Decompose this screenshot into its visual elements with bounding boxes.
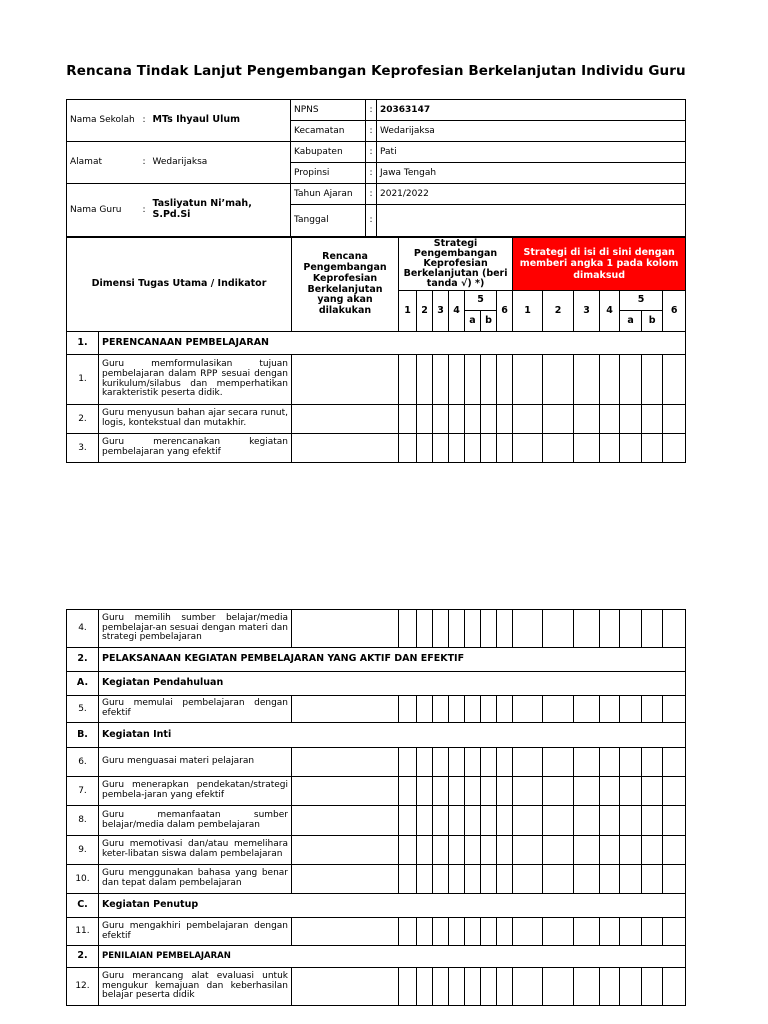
- table-row: [67, 434, 686, 463]
- subsection-title: Kegiatan Pendahuluan: [99, 672, 686, 696]
- table-row: [67, 748, 686, 777]
- subsection-letter: C.: [67, 894, 99, 918]
- col-2: 2: [417, 291, 433, 332]
- row-number: 3.: [67, 434, 99, 463]
- propinsi-value: Jawa Tengah: [377, 163, 686, 184]
- subsection-title: Kegiatan Inti: [99, 723, 686, 748]
- col-2: 2: [543, 291, 574, 332]
- separator: :: [139, 184, 150, 237]
- header-instruction-note: Strategi di isi di sini dengan memberi angka 1 pada kolom dimaksud: [513, 238, 686, 291]
- separator: :: [366, 100, 377, 121]
- teacher-name-value: Tasliyatun Ni’mah, S.Pd.Si: [150, 184, 291, 237]
- plan-cell[interactable]: [292, 748, 399, 777]
- table-row: [67, 610, 686, 648]
- plan-cell[interactable]: [292, 405, 399, 434]
- subsection-title: Kegiatan Penutup: [99, 894, 686, 918]
- table-row: [67, 836, 686, 865]
- kecamatan-value: Wedarijaksa: [377, 121, 686, 142]
- section-title: PERENCANAAN PEMBELAJARAN: [99, 332, 686, 355]
- plan-cell[interactable]: [292, 434, 399, 463]
- col-5b: b: [642, 311, 663, 332]
- col-1: 1: [399, 291, 417, 332]
- plan-cell[interactable]: [292, 696, 399, 723]
- table-row: [67, 405, 686, 434]
- section-number: 2.: [67, 946, 99, 968]
- section-title: PENILAIAN PEMBELAJARAN: [99, 946, 686, 968]
- indicator-text: Guru mengakhiri pembelajaran dengan efektif: [99, 918, 292, 946]
- address-value: Wedarijaksa: [150, 142, 291, 184]
- header-strategi: Strategi Pengembangan Keprofesian Berkelanjutan (beri tanda √) *): [399, 238, 513, 291]
- plan-cell[interactable]: [292, 777, 399, 806]
- row-number: 4.: [67, 610, 99, 648]
- indicator-text: Guru memotivasi dan/atau memelihara keter-libatan siswa dalam pembelajaran: [99, 836, 292, 865]
- indicator-text: Guru memformulasikan tujuan pembelajaran dalam RPP sesuai dengan kurikulum/silabus dan memperhatikan karakteristik peserta didik.: [99, 355, 292, 405]
- separator: :: [366, 205, 377, 237]
- teacher-name-label: Nama Guru: [67, 184, 139, 237]
- row-number: 6.: [67, 748, 99, 777]
- indicator-text: Guru menguasai materi pelajaran: [99, 748, 292, 777]
- row-number: 9.: [67, 836, 99, 865]
- col-3: 3: [574, 291, 600, 332]
- col-5a: a: [620, 311, 642, 332]
- npns-value: 20363147: [377, 100, 686, 121]
- col-5b: b: [481, 311, 497, 332]
- row-number: 5.: [67, 696, 99, 723]
- header-rencana: Rencana Pengembangan Keprofesian Berkelanjutan yang akan dilakukan: [292, 238, 399, 332]
- section-number: 2.: [67, 648, 99, 672]
- subsection-letter: A.: [67, 672, 99, 696]
- header-dimensi: Dimensi Tugas Utama / Indikator: [67, 238, 292, 332]
- indicator-text: Guru merencanakan kegiatan pembelajaran yang efektif: [99, 434, 292, 463]
- col-6: 6: [663, 291, 686, 332]
- separator: :: [139, 142, 150, 184]
- school-name-label: Nama Sekolah: [67, 100, 139, 142]
- row-number: 11.: [67, 918, 99, 946]
- section-number: 1.: [67, 332, 99, 355]
- separator: :: [139, 100, 150, 142]
- col-5: 5: [465, 291, 497, 311]
- plan-cell[interactable]: [292, 918, 399, 946]
- document-title: Rencana Tindak Lanjut Pengembangan Keprofesian Berkelanjutan Individu Guru: [66, 63, 686, 79]
- indicator-text: Guru menggunakan bahasa yang benar dan tepat dalam pembelajaran: [99, 865, 292, 894]
- col-4: 4: [600, 291, 620, 332]
- separator: :: [366, 163, 377, 184]
- table-row: [67, 865, 686, 894]
- col-3: 3: [433, 291, 449, 332]
- col-1: 1: [513, 291, 543, 332]
- rubric-table-part-1: [66, 237, 686, 463]
- kabupaten-label: Kabupaten: [291, 142, 366, 163]
- table-row: [67, 696, 686, 723]
- npns-label: NPNS: [291, 100, 366, 121]
- separator: :: [366, 184, 377, 205]
- kabupaten-value: Pati: [377, 142, 686, 163]
- row-number: 8.: [67, 806, 99, 836]
- col-5: 5: [620, 291, 663, 311]
- plan-cell[interactable]: [292, 806, 399, 836]
- row-number: 7.: [67, 777, 99, 806]
- indicator-text: Guru memanfaatan sumber belajar/media dalam pembelajaran: [99, 806, 292, 836]
- plan-cell[interactable]: [292, 836, 399, 865]
- row-number: 1.: [67, 355, 99, 405]
- plan-cell[interactable]: [292, 610, 399, 648]
- table-row: [67, 355, 686, 405]
- col-5a: a: [465, 311, 481, 332]
- table-row: [67, 777, 686, 806]
- plan-cell[interactable]: [292, 355, 399, 405]
- plan-cell[interactable]: [292, 968, 399, 1006]
- separator: :: [366, 142, 377, 163]
- kecamatan-label: Kecamatan: [291, 121, 366, 142]
- subsection-letter: B.: [67, 723, 99, 748]
- row-number: 12.: [67, 968, 99, 1006]
- propinsi-label: Propinsi: [291, 163, 366, 184]
- col-6: 6: [497, 291, 513, 332]
- tanggal-label: Tanggal: [291, 205, 366, 237]
- plan-cell[interactable]: [292, 865, 399, 894]
- table-row: [67, 918, 686, 946]
- indicator-text: Guru memulai pembelajaran dengan efektif: [99, 696, 292, 723]
- identity-table: [66, 99, 686, 237]
- table-row: [67, 968, 686, 1006]
- tahun-ajaran-label: Tahun Ajaran: [291, 184, 366, 205]
- indicator-text: Guru merancang alat evaluasi untuk mengukur kemajuan dan keberhasilan belajar peserta didik: [99, 968, 292, 1006]
- address-label: Alamat: [67, 142, 139, 184]
- indicator-text: Guru memilih sumber belajar/media pembelajar-an sesuai dengan materi dan strategi pembelajaran: [99, 610, 292, 648]
- tanggal-value[interactable]: [377, 205, 686, 237]
- tahun-ajaran-value: 2021/2022: [377, 184, 686, 205]
- table-row: [67, 806, 686, 836]
- col-4: 4: [449, 291, 465, 332]
- row-number: 10.: [67, 865, 99, 894]
- row-number: 2.: [67, 405, 99, 434]
- section-title: PELAKSANAAN KEGIATAN PEMBELAJARAN YANG AKTIF DAN EFEKTIF: [99, 648, 686, 672]
- indicator-text: Guru menerapkan pendekatan/strategi pembela-jaran yang efektif: [99, 777, 292, 806]
- school-name-value: MTs Ihyaul Ulum: [150, 100, 291, 142]
- indicator-text: Guru menyusun bahan ajar secara runut, logis, kontekstual dan mutakhir.: [99, 405, 292, 434]
- separator: :: [366, 121, 377, 142]
- rubric-table-part-2: [66, 609, 686, 1006]
